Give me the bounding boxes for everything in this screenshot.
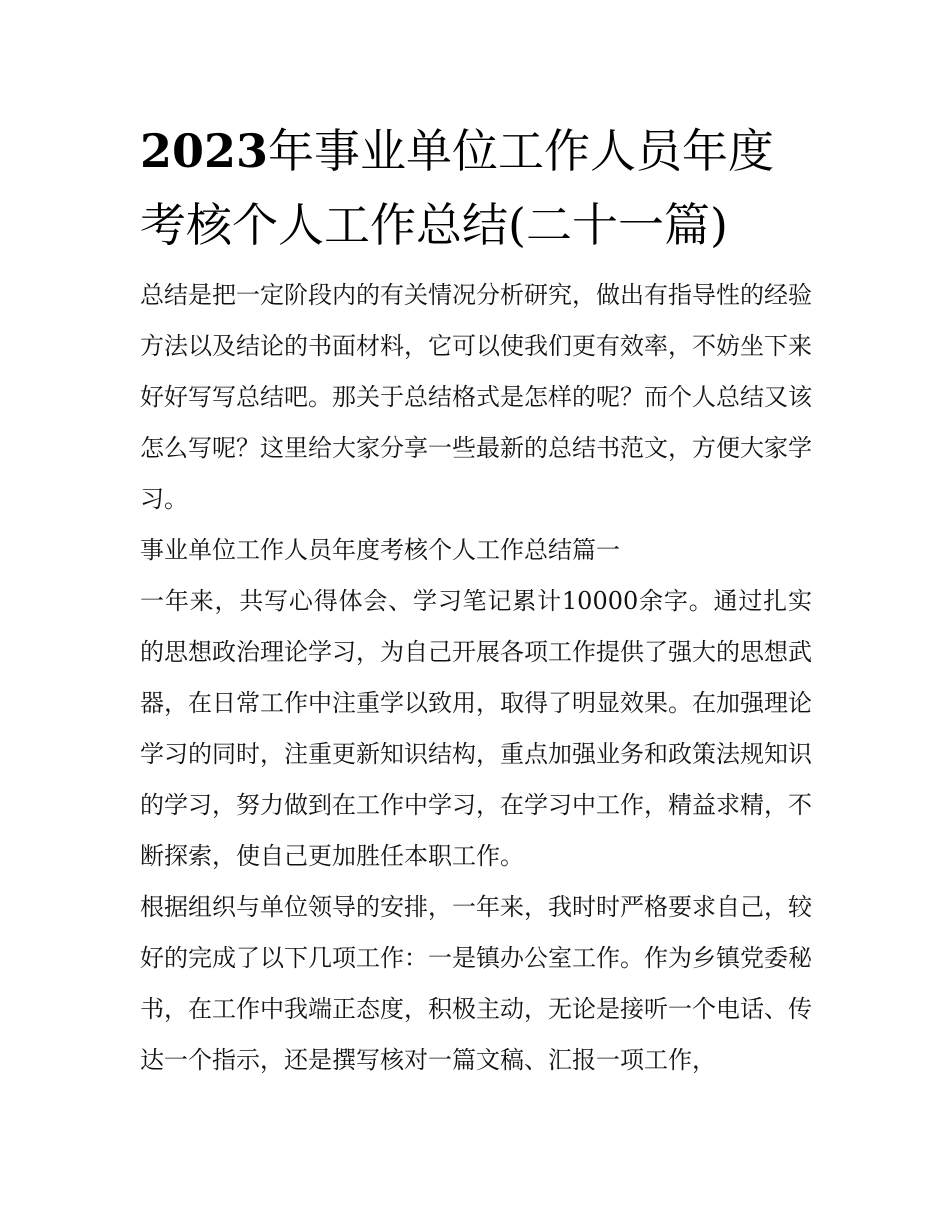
body-paragraph-2: 根据组织与单位领导的安排，一年来，我时时严格要求自己，较好的完成了以下几项工作：一是镇办公室工作。作为乡镇党委秘书，在工作中我端正态度，积极主动，无论是接听一个电话、传达一个指示，还是撰写核对一篇文稿、汇报一项工作， <box>140 893 812 1074</box>
document-content <box>140 114 812 1086</box>
section-heading: 事业单位工作人员年度考核个人工作总结篇一 <box>140 536 620 564</box>
document-title <box>140 114 812 262</box>
intro-paragraph: 总结是把一定阶段内的有关情况分析研究，做出有指导性的经验方法以及结论的书面材料，它可以使我们更有效率，不妨坐下来好好写写总结吧。那关于总结格式是怎样的呢？而个人总结又该怎么写呢？这里给大家分享一些最新的总结书范文，方便大家学习。 <box>140 281 812 513</box>
body-paragraph-1: 一年来，共写心得体会、学习笔记累计10000余字。通过扎实的思想政治理论学习，为自己开展各项工作提供了强大的思想武器，在日常工作中注重学以致用，取得了明显效果。在加强理论学习的同时，注重更新知识结构，重点加强业务和政策法规知识的学习，努力做到在工作中学习，在学习中工作，精益求精，不断探索，使自己更加胜任本职工作。 <box>140 587 812 870</box>
title-line2: 考核个人工作总结(二十一篇) <box>140 198 728 252</box>
title-line1-rest: 年事业单位工作人员年度 <box>268 124 775 178</box>
title-year: 2023 <box>140 124 269 178</box>
